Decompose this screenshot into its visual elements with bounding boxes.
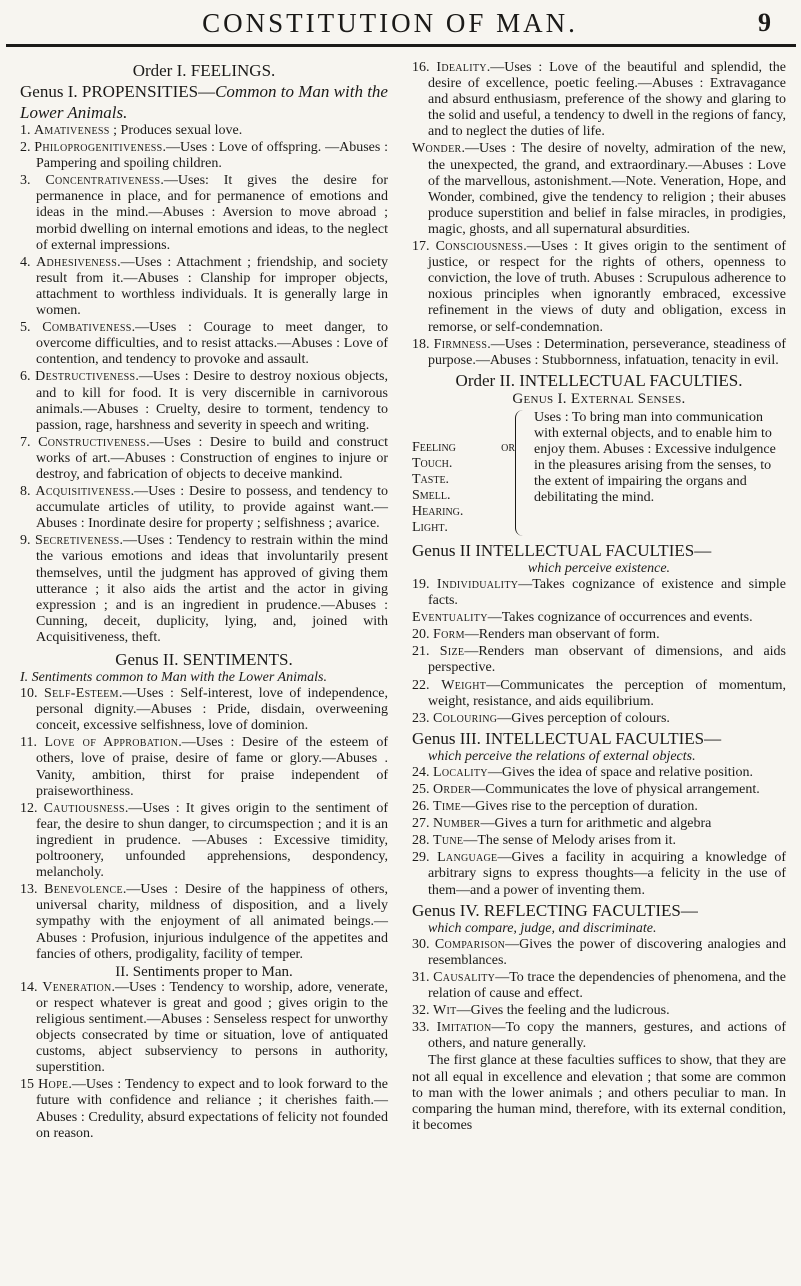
- faculty-description: —Renders man observant of form.: [464, 627, 660, 643]
- faculty-name: Combativeness: [42, 320, 132, 336]
- entry-number: 1.: [20, 123, 34, 138]
- entry-number: 18.: [412, 336, 434, 352]
- faculty-entry: [20, 255, 388, 319]
- faculty-name: Locality: [433, 764, 488, 780]
- faculty-description: .—Uses : Tendency to restrain within the mind the various emotions and ideas that involuntarily present themselves, until the judgment has approved of giving them utterance ; it also aids the artist and the actor in giving expression ; and is an ingredient in prudence.—Abuses : Cunning, deceit, duplicity, lying, and, joined with Acquisitiveness, theft.: [36, 533, 389, 645]
- brace: [515, 410, 530, 536]
- entry-number: 25.: [412, 782, 433, 797]
- faculty-name: Love of Approbation: [44, 735, 179, 751]
- entry-number: 16.: [412, 60, 437, 75]
- faculty-description: —Renders man observant of dimensions, and aids perspective.: [428, 644, 786, 676]
- entry-number: 9.: [20, 533, 35, 549]
- faculty-name: Adhesiveness: [36, 254, 118, 270]
- entry-number: 23.: [412, 710, 433, 726]
- genus-heading: Genus I. PROPENSITIES—Common to Man with the Lower Animals.: [20, 82, 388, 122]
- faculty-entry: [412, 937, 786, 969]
- faculty-entry: [20, 369, 388, 433]
- entry-number: 19.: [412, 576, 437, 592]
- order-heading: Order II. INTELLECTUAL FACULTIES.: [455, 370, 743, 390]
- closing-paragraph: The first glance at these faculties suffices to show, that they are not all equal in excellence and elevation ; that some are common to man with the lower animals ; and others peculiar to man. In comparing the human mind, therefore, with its external condition, it becomes: [412, 1053, 786, 1133]
- subsection-heading: II. Sentiments proper to Man.: [115, 963, 293, 980]
- faculty-description: .—Uses : Desire of the happiness of others, universal charity, mildness of disposition, and a lively sympathy with the enjoyment of all animated beings.—Abuses : Profusion, injurious indulgence of the appetites and fancies of others, prodigality, facility of temper.: [36, 882, 388, 962]
- entry-number: 29.: [412, 850, 438, 866]
- entry-number: 33.: [412, 1020, 437, 1036]
- entry-number: 4.: [20, 254, 37, 270]
- faculty-description: .—Uses : It gives origin to the sentiment of justice, or respect for the rights of others, openness to conviction, the love of truth. Abuses : Scrupulous adherence to noxious principles when ignorantly embraced, excessive refinement in the views of duty and obligation, excess in remorse, or self-condemnation.: [428, 239, 786, 335]
- faculty-description: .—Uses : Tendency to worship, adore, venerate, or respect whatever is great and good ; gives origin to the religious sentiment.—Abuses : Senseless respect for unworthy objects consecrated by time or situation, love of antiquated customs, abject subserviency to persons in authority, superstition.: [36, 979, 389, 1076]
- entry-number: 3.: [20, 173, 46, 189]
- sense-name: Feeling or Touch.: [412, 439, 515, 471]
- faculty-description: —Communicates the perception of momentum, weight, resistance, and aids equilibrium.: [428, 677, 787, 709]
- page-number: 9: [758, 8, 771, 37]
- faculty-entry: [412, 833, 786, 849]
- genus-heading: Genus III. INTELLECTUAL FACULTIES—: [412, 728, 722, 748]
- entry-number: 2.: [20, 140, 35, 156]
- subsection-heading: I. Sentiments common to Man with the Lower Animals.: [20, 670, 327, 685]
- faculty-name: Form: [433, 627, 465, 643]
- faculty-name: Colouring: [433, 710, 498, 726]
- faculty-name: Causality: [433, 969, 496, 985]
- entry-number: 10.: [20, 686, 44, 702]
- faculty-description: ; Produces sexual love.: [109, 123, 243, 138]
- faculty-description: —Gives the feeling and the ludicrous.: [456, 1003, 670, 1019]
- faculty-entry: [412, 765, 786, 781]
- faculty-entry: [412, 239, 786, 336]
- genus-heading: Genus IV. REFLECTING FACULTIES—: [412, 900, 698, 920]
- senses-block: [412, 410, 786, 536]
- faculty-description: .—Uses : Attachment ; friendship, and society result from it.—Abuses : Clanship for improper objects, attachment to worthless individuals. It is generally large in women.: [36, 254, 388, 319]
- genus-subheading: which compare, judge, and discriminate.: [428, 920, 657, 936]
- faculty-description: .—Uses : Desire to possess, and tendency to accumulate articles of utility, to provide against want.—Abuses : Inordinate desire for property ; selfishness ; avarice.: [36, 484, 389, 532]
- sense-name: Light.: [412, 519, 448, 535]
- faculty-description: —Gives rise to the perception of duration.: [461, 799, 698, 815]
- entry-number: 28.: [412, 833, 433, 849]
- faculty-description: .—Uses : Courage to meet danger, to overcome difficulties, and to resist attacks.—Abuses : Love of contention, and tendency to provoke and assault.: [36, 320, 389, 368]
- entry-number: 26.: [412, 799, 433, 815]
- faculty-name: Constructiveness: [38, 434, 147, 450]
- faculty-name: Comparison: [434, 936, 506, 952]
- running-header: [0, 6, 801, 46]
- faculty-description: .—Uses : Desire to destroy noxious objects, and to kill for food. It is very discernible in carnivorous animals.—Abuses : Cruelty, desire to torment, tendency to passion, rage, harshness and severity in speech and writing.: [36, 369, 388, 433]
- faculty-entry: [412, 678, 786, 710]
- faculty-description: .—Uses: It gives the desire for permanence in place, and for permanence of emotions and ideas in the mind.—Abuses : Aversion to move abroad ; morbid dwelling on internal emotions and ideas, to the neglect of external impressions.: [36, 173, 388, 253]
- entry-list: [412, 60, 786, 369]
- faculty-entry: [412, 711, 786, 727]
- entry-number: 21.: [412, 644, 440, 660]
- faculty-entry: [20, 882, 388, 962]
- faculty-entry: [20, 320, 388, 368]
- genus-heading: Genus I. External Senses.: [512, 390, 686, 407]
- entry-list: [412, 577, 786, 727]
- faculty-description: —Takes cognizance of occurrences and events.: [487, 610, 753, 626]
- faculty-entry: [20, 735, 388, 799]
- faculty-entry: [20, 801, 388, 881]
- faculty-name: Cautiousness: [43, 800, 125, 816]
- faculty-description: —Takes cognizance of existence and simple facts.: [428, 576, 787, 609]
- faculty-entry: [20, 686, 388, 734]
- faculty-description: —Communicates the love of physical arrangement.: [471, 782, 760, 797]
- faculty-name: Eventuality: [412, 610, 488, 626]
- faculty-name: Acquisitiveness: [35, 484, 131, 500]
- entry-number: 15: [20, 1077, 39, 1093]
- faculty-description: .—Uses : It gives origin to the sentiment of fear, the desire to shun danger, to circumspection ; and it is an ingredient in prudence. —Abuses : Excessive timidity, poltroonery, unfounded apprehensions, despondency, melancholy.: [36, 800, 388, 881]
- header-rule: [6, 44, 796, 47]
- genus-heading: Genus II. SENTIMENTS.: [115, 650, 293, 669]
- faculty-description: .—Uses : Love of offspring. —Abuses : Pampering and spoiling children.: [36, 140, 388, 172]
- faculty-entry: [20, 980, 388, 1077]
- faculty-entry: [412, 816, 786, 832]
- senses-list: [412, 410, 515, 536]
- faculty-name: Concentrativeness: [45, 173, 161, 189]
- faculty-name: Imitation: [436, 1020, 492, 1036]
- faculty-entry: [412, 60, 786, 140]
- faculty-description: —The sense of Melody arises from it.: [463, 833, 676, 849]
- faculty-name: Number: [433, 816, 481, 832]
- entry-number: 11.: [20, 735, 45, 751]
- faculty-description: —Gives the idea of space and relative position.: [487, 764, 753, 780]
- faculty-name: Hope: [38, 1077, 69, 1093]
- entry-number: 31.: [412, 969, 434, 985]
- faculty-entry: [412, 970, 786, 1002]
- faculty-description: .—Uses : Tendency to expect and to look forward to the future with confidence and reliance ; it cherishes faith.—Abuses : Credulity, absurd expectations of felicity not founded on reason.: [36, 1077, 388, 1141]
- faculty-entry: [412, 850, 786, 898]
- genus-subheading: which perceive existence.: [527, 560, 671, 576]
- faculty-name: Benevolence: [44, 882, 123, 898]
- faculty-description: —To copy the manners, gestures, and actions of others, and nature generally.: [428, 1020, 786, 1052]
- genus-heading: Genus II INTELLECTUAL FACULTIES—: [412, 540, 712, 560]
- sense-name: Taste.: [412, 471, 450, 487]
- faculty-entry: [412, 1003, 786, 1019]
- faculty-entry: [20, 123, 388, 139]
- entry-list: [412, 765, 786, 899]
- genus-subheading: which perceive the relations of external objects.: [428, 748, 696, 764]
- faculty-description: .—Uses : Desire of the esteem of others, love of praise, desire of fame or glory.—Abuses . Vanity, ambition, thirst for praise independent of praiseworthiness.: [36, 735, 388, 799]
- faculty-name: Ideality: [436, 60, 487, 75]
- faculty-description: —Gives a facility in acquiring a knowledge of arbitrary signs to express thoughts—a felicity in the use of them—and a power of inventing them.: [428, 850, 787, 898]
- entry-number: 8.: [20, 484, 36, 500]
- entry-number: 27.: [412, 816, 433, 832]
- sense-name: Hearing.: [412, 503, 464, 519]
- faculty-entry: [20, 1077, 388, 1141]
- faculty-entry: [412, 141, 786, 238]
- running-title: CONSTITUTION OF MAN.: [202, 8, 578, 38]
- faculty-description: —Gives perception of colours.: [497, 710, 670, 726]
- faculty-description: .—Uses : Love of the beautiful and splendid, the desire of excellence, poetic feeling.—Abuses : Extravagance and absurd enthusiasm, preference of the showy and glaring to the solid and useful, a tendency to dwell in the regions of fancy, and to neglect the duties of life.: [428, 60, 786, 140]
- faculty-name: Time: [433, 799, 462, 815]
- faculty-entry: [412, 644, 786, 676]
- faculty-name: Wit: [433, 1003, 457, 1019]
- faculty-name: Wonder: [412, 141, 462, 157]
- entry-number: 32.: [412, 1003, 433, 1019]
- faculty-name: Veneration: [42, 979, 112, 995]
- faculty-name: Secretiveness: [35, 533, 120, 549]
- entry-number: 20.: [412, 627, 433, 643]
- entry-number: 5.: [20, 320, 43, 336]
- faculty-description: —Gives a turn for arithmetic and algebra: [480, 816, 712, 832]
- faculty-entry: [20, 435, 388, 483]
- entry-number: 13.: [20, 882, 45, 898]
- faculty-name: Firmness: [433, 336, 488, 352]
- faculty-name: Destructiveness: [35, 369, 136, 385]
- entry-number: 7.: [20, 434, 39, 450]
- faculty-name: Philoprogenitiveness: [34, 140, 163, 156]
- faculty-description: .—Uses : Determination, perseverance, steadiness of purpose.—Abuses : Stubbornness, infatuation, tenacity in evil.: [428, 336, 786, 368]
- faculty-description: —Gives the power of discovering analogies and resemblances.: [428, 936, 786, 968]
- entry-number: 22.: [412, 677, 442, 693]
- faculty-entry: [412, 1020, 786, 1052]
- faculty-entry: [412, 627, 786, 643]
- faculty-name: Amativeness: [34, 123, 110, 138]
- faculty-name: Tune: [433, 833, 464, 849]
- entry-list: [20, 686, 388, 963]
- entry-list: [412, 937, 786, 1053]
- faculty-entry: [412, 799, 786, 815]
- faculty-entry: [412, 337, 786, 369]
- sense-name: Smell.: [412, 487, 451, 503]
- faculty-entry: [20, 484, 388, 532]
- faculty-description: .—Uses : The desire of novelty, admiration of the new, the unexpected, the grand, and extraordinary.—Abuses : Love of the marvellous, astonishment.—Note. Veneration, Hope, and Wonder, combined, give the tendency to religion ; their abuses produce superstition and belief in false miracles, in prodigies, magic, ghosts, and all supernatural absurdities.: [428, 141, 786, 237]
- entry-number: 24.: [412, 764, 433, 780]
- faculty-entry: [412, 610, 786, 626]
- faculty-name: Consciousness: [435, 239, 524, 255]
- faculty-entry: [412, 577, 786, 609]
- entry-number: 6.: [20, 369, 36, 385]
- faculty-name: Size: [439, 644, 465, 660]
- entry-list: [20, 980, 388, 1142]
- faculty-name: Self-Esteem: [43, 686, 119, 702]
- faculty-entry: [20, 173, 388, 253]
- entry-number: 30.: [412, 936, 435, 952]
- faculty-description: .—Uses : Self-interest, love of independence, personal dignity.—Abuses : Pride, disdain, overweening conceit, excessive selfishness, love of dominion.: [36, 686, 388, 734]
- left-column: [20, 60, 388, 1143]
- order-heading: Order I. FEELINGS.: [132, 61, 276, 80]
- faculty-entry: [20, 533, 388, 646]
- faculty-entry: [412, 782, 786, 798]
- faculty-description: —To trace the dependencies of phenomena, and the relation of cause and effect.: [428, 969, 787, 1002]
- right-column: [412, 60, 786, 1134]
- entry-number: 12.: [20, 800, 44, 816]
- faculty-name: Order: [433, 782, 472, 797]
- faculty-name: Language: [437, 850, 498, 866]
- faculty-description: .—Uses : Desire to build and construct works of art.—Abuses : Construction of engines to injure or destroy, and fabrication of objects to deceive mankind.: [36, 434, 388, 482]
- senses-description: Uses : To bring man into communication with external objects, and to enable him to enjoy them. Abuses : Excessive indulgence in the pleasures arising from the senses, to the extent of impairing the organs and debilitating the mind.: [534, 409, 776, 506]
- entry-list: [20, 123, 388, 646]
- faculty-entry: [20, 140, 388, 172]
- entry-number: 14.: [20, 979, 43, 995]
- faculty-name: Weight: [441, 677, 487, 693]
- entry-number: 17.: [412, 239, 436, 255]
- faculty-name: Individuality: [436, 576, 519, 592]
